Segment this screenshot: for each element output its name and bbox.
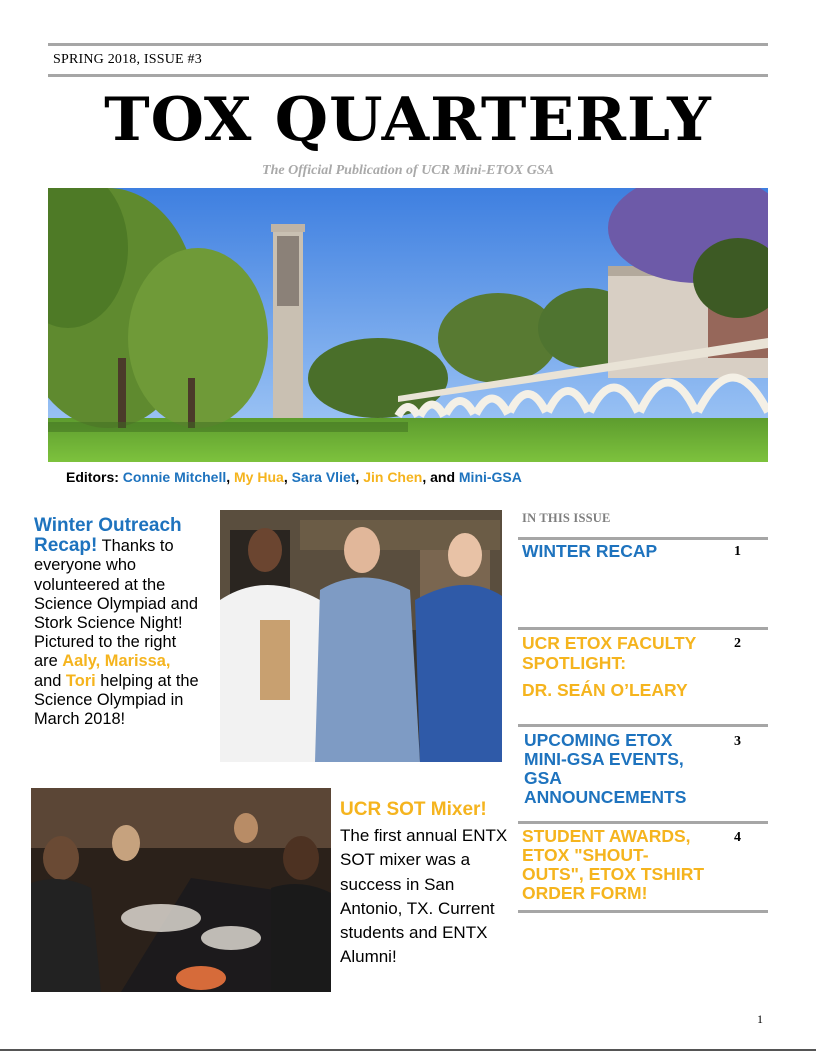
bottom-rule (0, 1049, 816, 1051)
toc-page-number: 2 (734, 636, 741, 651)
volunteer-name: Tori (65, 671, 96, 690)
toc-page-number: 4 (734, 830, 741, 845)
mixer-heading: UCR SOT Mixer! (340, 799, 487, 820)
toc-rule (518, 910, 768, 913)
editor-separator: , (283, 469, 288, 485)
mixer-article (340, 798, 510, 969)
header-rule (48, 74, 768, 77)
outreach-article (34, 516, 202, 729)
toc-item-faculty-spotlight[interactable]: UCR ETOX FACULTY SPOTLIGHT: DR. SEÁN O’LEARY (522, 633, 697, 700)
editor-name: Connie Mitchell (122, 469, 227, 485)
page-number: 1 (757, 1012, 763, 1026)
toc-item-winter-recap[interactable]: WINTER RECAP (522, 541, 658, 561)
top-rule (48, 43, 768, 46)
toc-rule (518, 821, 768, 824)
editor-separator: , (226, 469, 231, 485)
editor-name: Jin Chen (363, 469, 423, 485)
editor-name: Sara Vliet (291, 469, 356, 485)
outreach-heading: Winter Outreach Recap! (34, 515, 182, 557)
editors-label: Editors: (66, 469, 119, 485)
toc-rule (518, 537, 768, 540)
volunteer-name: Aaly, (62, 652, 101, 671)
editor-name: My Hua (234, 469, 284, 485)
toc-page-number: 1 (734, 544, 741, 559)
outreach-tail: helping at the Science Olympiad in March 2018! (34, 671, 199, 729)
outreach-and: and (34, 671, 62, 690)
toc-rule (518, 627, 768, 630)
volunteer-name: Marissa, (104, 652, 171, 671)
editor-separator: , (422, 469, 427, 485)
toc-label: IN THIS ISSUE (522, 511, 611, 525)
toc-item-upcoming-events[interactable]: UPCOMING ETOX MINI-GSA EVENTS, GSA ANNOUNCEMENTS (524, 730, 687, 807)
masthead-title: TOX QUARTERLY (104, 85, 712, 155)
toc-page-number: 3 (734, 734, 741, 749)
editor-separator: , (355, 469, 360, 485)
mixer-photo (31, 788, 331, 992)
editors-credit (66, 469, 522, 485)
issue-line: SPRING 2018, ISSUE #3 (53, 52, 202, 67)
hero-campus-photo (48, 188, 768, 462)
editors-and: and (430, 469, 455, 485)
volunteers-photo (220, 510, 502, 762)
toc-item-student-awards[interactable]: STUDENT AWARDS, ETOX "SHOUT- OUTS", ETOX TSHIRT ORDER FORM! (522, 826, 705, 903)
mixer-body: The first annual ENTX SOT mixer was a success in San Antonio, TX. Current students and ENTX Alumni! (340, 826, 508, 967)
outreach-body: Thanks to everyone who volunteered at the Science Olympiad and Stork Science Night! Pictured to the right are (34, 537, 198, 671)
subtitle: The Official Publication of UCR Mini-ETOX GSA (262, 163, 554, 178)
toc-rule (518, 724, 768, 727)
editor-name: Mini-GSA (458, 469, 522, 485)
